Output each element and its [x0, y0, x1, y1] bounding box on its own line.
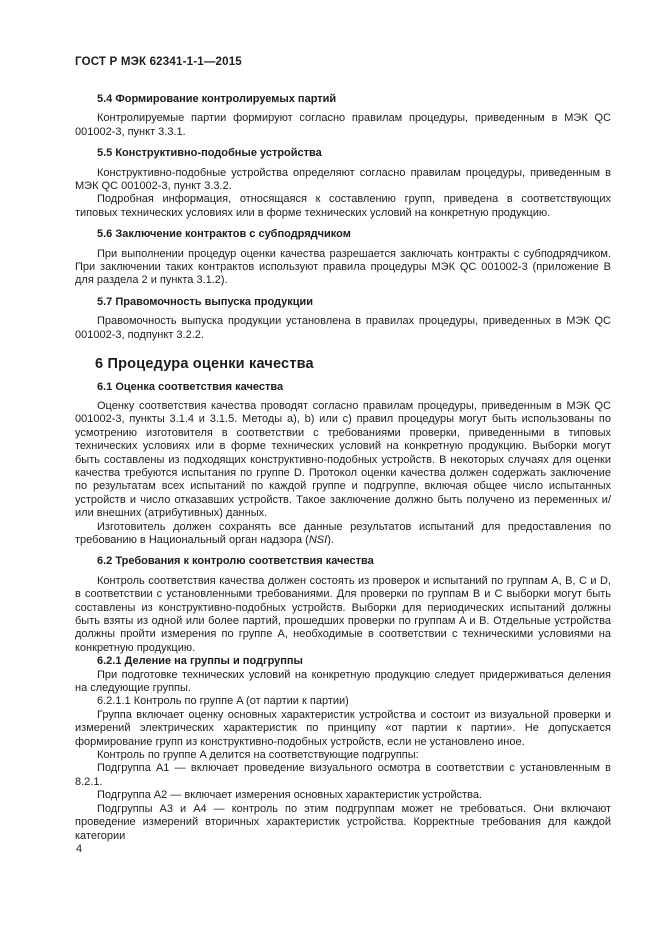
paragraph-text: ).: [327, 533, 334, 546]
paragraph: Подробная информация, относящаяся к составлению групп, приведена в соответствующих типовых технических условиях или в форме технических условий на конкретную продукцию.: [75, 193, 611, 219]
heading-6-2-1: 6.2.1 Деление на группы и подгруппы: [97, 655, 303, 668]
document-body: [75, 85, 611, 843]
nsi-abbreviation: NSI: [308, 533, 328, 546]
paragraph-text: Изготовитель должен сохранять все данные результатов испытаний для предоставления по требованию в Национальный орган надзора (: [75, 520, 611, 546]
paragraph-subgroup-a2: Подгруппа A2 — включает измерения основных характеристик устройства.: [97, 789, 483, 802]
paragraph: При выполнении процедур оценки качества разрешается заключать контракты с субподрядчиком. При заключении таких контрактов используют правила процедуры МЭК QC 001002-3 (приложение В для раздела 2 и пункта 3.1.2).: [75, 247, 611, 287]
paragraph: Контролируемые партии формируют согласно правилам процедуры, приведенным в МЭК QC 001002-3, пункт 3.3.1.: [75, 112, 611, 138]
paragraph: Контроль по группе A делится на соответствующие подгруппы:: [97, 749, 419, 762]
heading-5-6: 5.6 Заключение контрактов с субподрядчиком: [97, 228, 351, 241]
running-header: ГОСТ Р МЭК 62341-1-1—2015: [75, 56, 242, 68]
paragraph-subgroups-a3-a4: Подгруппы A3 и A4 — контроль по этим подгруппам может не требоваться. Они включают проведение измерений вторичных характеристик устройства. Корректные требования для каждой категории: [75, 802, 611, 842]
heading-5-7: 5.7 Правомочность выпуска продукции: [97, 295, 314, 308]
page-number: 4: [76, 843, 83, 855]
heading-5-5: 5.5 Конструктивно-подобные устройства: [97, 147, 322, 160]
paragraph: Контроль соответствия качества должен состоять из проверок и испытаний по группам A, B, C и D, в соответствии с установленными требованиями. Для проверки по группам B и C выборки могут быть составлены из конструктивно-подобных устройств. Выборки для периодических испытаний должны быть взяты из одной или более партий, прошедших проверки по группам A и B. Отдельные устройства должны пройти измерения по группе A, необходимые в соответствии с техническими условиями на конкретную продукцию.: [75, 574, 611, 654]
paragraph-6-2-1-1: 6.2.1.1 Контроль по группе A (от партии к партии): [97, 695, 349, 708]
paragraph: Правомочность выпуска продукции установлена в правилах процедуры, приведенных в МЭК QC 001002-3, подпункт 3.2.2.: [75, 315, 611, 341]
paragraph: При подготовке технических условий на конкретную продукцию следует придерживаться деления на следующие группы.: [75, 668, 611, 695]
paragraph: Конструктивно-подобные устройства определяют согласно правилам процедуры, приведенным в МЭК QC 001002-3, пункт 3.3.2.: [75, 166, 611, 193]
heading-5-4: 5.4 Формирование контролируемых партий: [97, 93, 337, 105]
heading-6-2: 6.2 Требования к контролю соответствия качества: [97, 555, 374, 568]
heading-6-1: 6.1 Оценка соответствия качества: [97, 380, 284, 393]
paragraph: Оценку соответствия качества проводят согласно правилам процедуры, приведенным в МЭК QC 001002-3, пункты 3.1.4 и 3.1.5. Методы a), b) или c) правил процедуры могут быть использованы по усмотрению изготовителя в соответствии с требованиями проверки, приведенными в типовых технических условиях или в форме технических условий на конкретную продукцию. Выборки могут быть составлены из подходящих конструктивно-подобных устройств. В некоторых случаях для оценки качества требуются испытания по группе D. Протокол оценки качества должен содержать заключение по результатам всех испытаний по каждой группе и подгруппе, включая общее число испытанных устройств и число отказавших устройств. Такое заключение должно быть получено из переменных и/или внешних (атрибутивных) данных.: [75, 399, 611, 520]
paragraph-subgroup-a1: Подгруппа A1 — включает проведение визуального осмотра в соответствии с установленным в 8.2.1.: [75, 762, 611, 788]
heading-6: 6 Процедура оценки качества: [95, 356, 314, 373]
paragraph: Группа включает оценку основных характеристик устройства и состоит из визуальной проверки и измерений электрических характеристик по принципу «от партии к партии». Не допускается формирование групп из конструктивно-подобных устройств, если не установлено иное.: [75, 708, 611, 748]
paragraph-nsi: [75, 521, 611, 548]
